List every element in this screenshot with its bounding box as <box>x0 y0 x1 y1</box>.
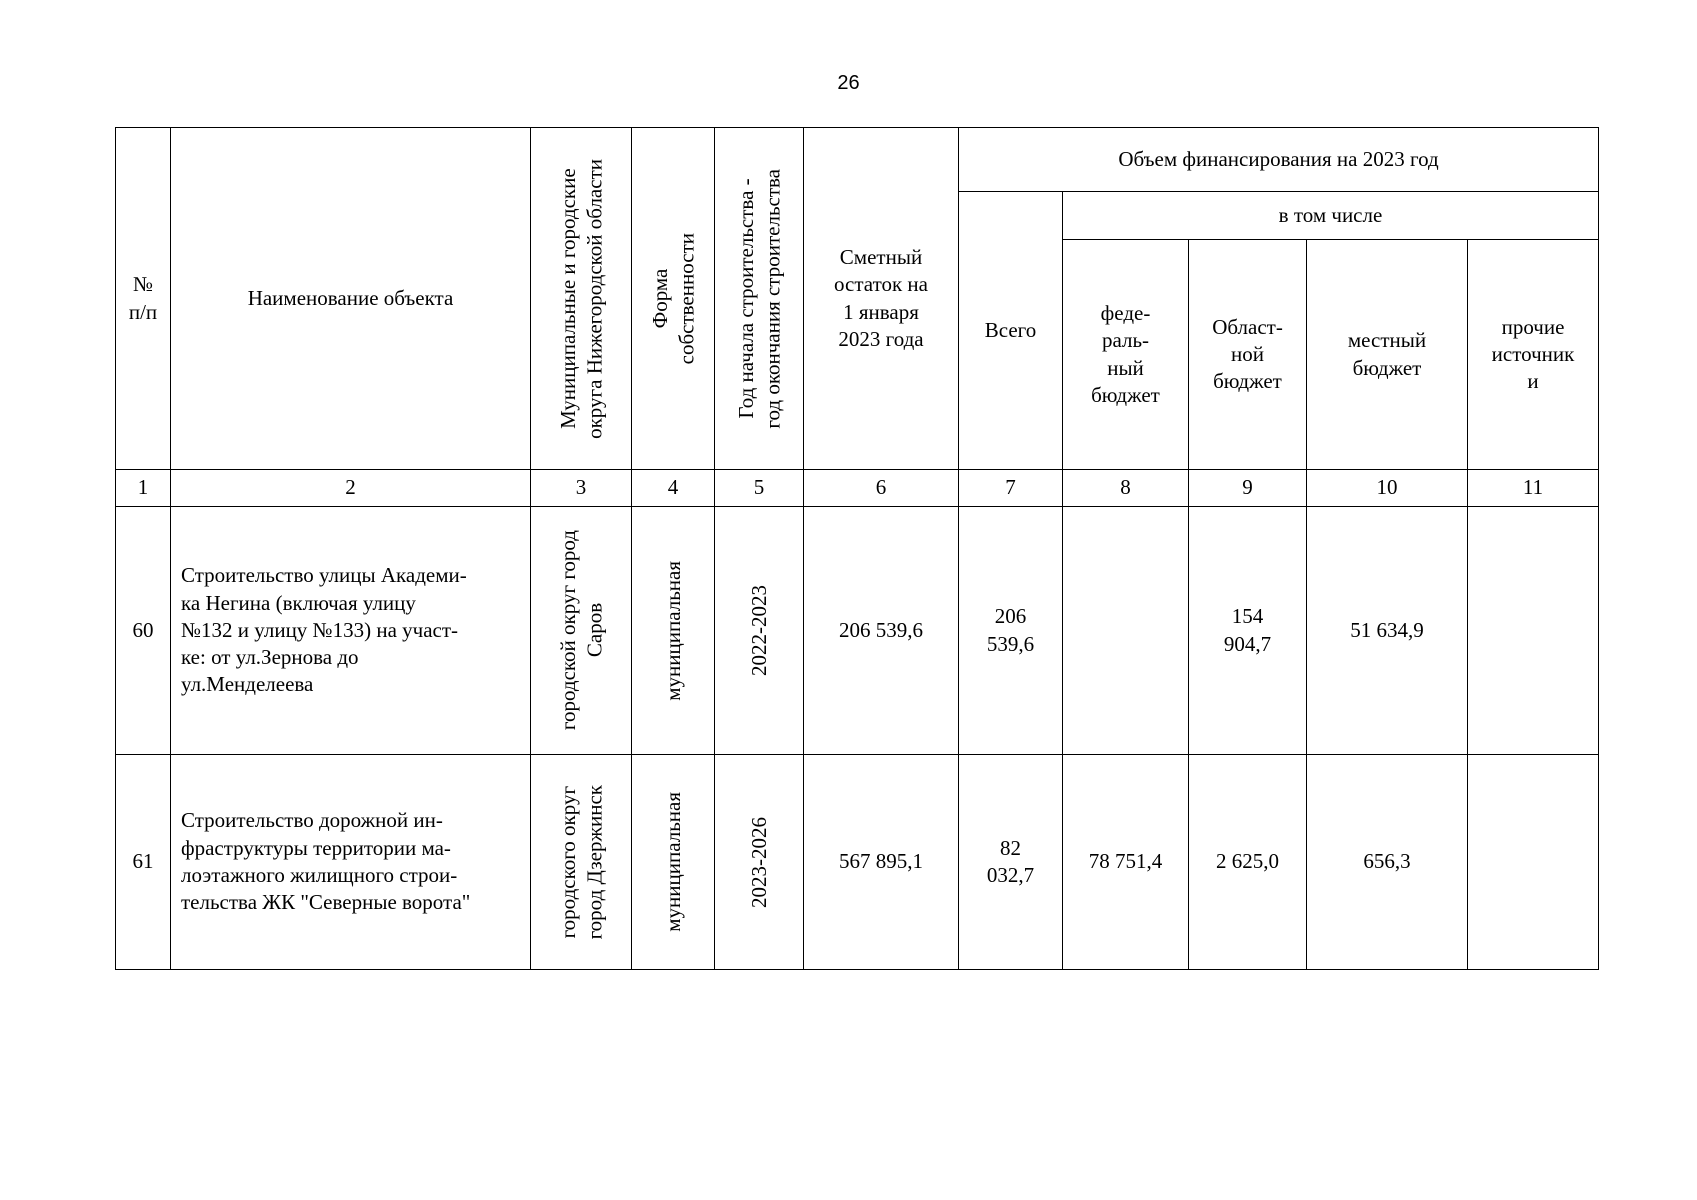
header-estimate: Сметный остаток на 1 января 2023 года <box>804 128 959 470</box>
header-total: Всего <box>959 192 1063 470</box>
header-regional: Област- ной бюджет <box>1189 240 1307 470</box>
header-including: в том числе <box>1063 192 1599 240</box>
row-total: 82 032,7 <box>959 755 1063 970</box>
row-other <box>1468 755 1599 970</box>
row-ownership: муниципальная <box>632 755 715 970</box>
column-number: 1 <box>116 470 171 507</box>
row-estimate: 567 895,1 <box>804 755 959 970</box>
row-years: 2023-2026 <box>715 755 804 970</box>
row-other <box>1468 507 1599 755</box>
column-number: 2 <box>171 470 531 507</box>
column-number: 8 <box>1063 470 1189 507</box>
column-number: 3 <box>531 470 632 507</box>
funding-table <box>115 127 1599 970</box>
row-local: 51 634,9 <box>1307 507 1468 755</box>
header-local: местный бюджет <box>1307 240 1468 470</box>
column-number: 6 <box>804 470 959 507</box>
row-federal <box>1063 507 1189 755</box>
row-name: Строительство улицы Академи- ка Негина (включая улицу №132 и улицу №133) на участ- ке: от ул.Зернова до ул.Менделеева <box>171 507 531 755</box>
row-local: 656,3 <box>1307 755 1468 970</box>
table-row <box>116 755 1599 970</box>
row-num: 60 <box>116 507 171 755</box>
table-row <box>116 507 1599 755</box>
header-years: Год начала строительства - год окончания строительства <box>715 128 804 470</box>
row-name: Строительство дорожной ин- фраструктуры территории ма- лоэтажного жилищного строи- тельства ЖК "Северные ворота" <box>171 755 531 970</box>
column-number: 7 <box>959 470 1063 507</box>
row-estimate: 206 539,6 <box>804 507 959 755</box>
row-ownership: муниципальная <box>632 507 715 755</box>
row-federal: 78 751,4 <box>1063 755 1189 970</box>
row-municipality: городской округ город Саров <box>531 507 632 755</box>
header-num: № п/п <box>116 128 171 470</box>
page-number: 26 <box>837 72 860 94</box>
column-number-row <box>116 470 1599 507</box>
column-number: 4 <box>632 470 715 507</box>
row-num: 61 <box>116 755 171 970</box>
column-number: 10 <box>1307 470 1468 507</box>
row-regional: 2 625,0 <box>1189 755 1307 970</box>
row-total: 206 539,6 <box>959 507 1063 755</box>
header-municipality: Муниципальные и городские округа Нижегородской области <box>531 128 632 470</box>
header-federal: феде- раль- ный бюджет <box>1063 240 1189 470</box>
row-regional: 154 904,7 <box>1189 507 1307 755</box>
header-other: прочие источник и <box>1468 240 1599 470</box>
row-municipality: городского округ город Дзержинск <box>531 755 632 970</box>
column-number: 11 <box>1468 470 1599 507</box>
header-funding-group: Объем финансирования на 2023 год <box>959 128 1599 192</box>
row-years: 2022-2023 <box>715 507 804 755</box>
header-ownership: Форма собственности <box>632 128 715 470</box>
header-row-1 <box>116 128 1599 192</box>
column-number: 9 <box>1189 470 1307 507</box>
header-name: Наименование объекта <box>171 128 531 470</box>
column-number: 5 <box>715 470 804 507</box>
